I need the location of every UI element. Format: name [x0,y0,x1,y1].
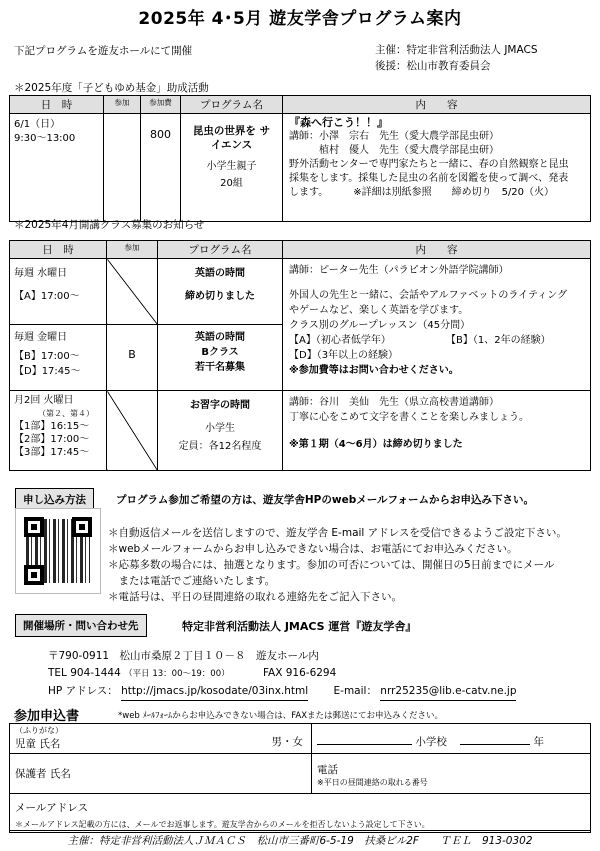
class-time-3: 【3部】17:45〜 [14,447,90,458]
support-text: 後援：松山市教育委員会 [375,60,491,72]
class-time: 【A】17:00〜 [14,291,80,302]
apply-note-3: ＊応募多数の場合には、抽選となります。参加の可否については、開催日の5日前までにメール [108,559,555,571]
program-status: 若干名募集 [195,362,245,373]
venue-notice: 下記プログラムを遊友ホールにて開催 [14,45,193,57]
tel-hours: （平日 13：00〜19：00） [124,669,230,679]
english-desc-1: 外国人の先生と一緒に、会話やアルファベットのライティング [289,290,568,301]
sponsor-text: 主催：特定非営利活動法人 JMACS [375,44,538,56]
calligraphy-desc: 丁寧に心をこめて文字を書くことを楽しみましょう。 [289,412,529,423]
program-groups: 20組 [220,178,243,189]
web-line [48,683,516,701]
content-desc-3: します。 ※詳細は別紙参照 締め切り 5/20（火） [289,187,555,198]
apply-note-5: ＊電話号は、平日の昼間連絡の取れる連絡先をご記入下さい。 [108,591,402,603]
content-desc-2: 採集をします。採集した昆虫の名前を図鑑を使って調べ、発表 [289,173,569,184]
phone-note: ※平日の昼間連絡の取れる番号 [317,778,428,787]
participation-b-mark: B [107,325,158,391]
footer-divider [9,830,591,831]
grade-label: 年 [533,736,545,748]
insect-program-table [9,95,591,222]
email-label: メールアドレス [15,802,88,814]
child-name-field[interactable] [10,724,312,754]
date-cell [10,391,107,471]
calligraphy-lecturer: 講師：谷川 美仙 先生（県立高校書道講師） [289,397,499,408]
class-day: 毎週 水曜日 [14,268,68,279]
program-cell [158,325,283,391]
program-capacity: 定員：各12名程度 [178,441,262,452]
qr-code-icon[interactable] [15,508,101,594]
hp-link[interactable]: http://jmacs.jp/kosodate/03inx.html [121,683,308,701]
class-day: 月2回 火曜日 [14,395,74,406]
apply-text: プログラム参加ご希望の方は、遊友学舎HPのwebメールフォームからお申込み下さい。 [116,494,534,506]
class-table [9,240,591,471]
table-row [10,724,591,754]
content-title: 『森へ行こう！！』 [289,116,388,129]
program-target: 小学生親子 [206,161,257,172]
venue-org: 特定非営利活動法人 JMACS 運営『遊友学舎』 [182,620,417,633]
program-title: 英語の時間 [195,268,245,279]
class-day: 毎週 金曜日 [14,332,68,343]
apply-note-2: ＊webメールフォームからお申し込みできない場合は、お電話にてお申込みください。 [108,543,518,555]
english-desc-3: クラス別のグループレッスン（45分間） [289,320,471,331]
lecturer-2: 植村 優人 先生（愛大農学部昆虫研） [289,145,499,156]
program-cell [158,259,283,325]
class-time-1: 【B】17:00〜 [14,351,80,362]
calligraphy-content-cell [283,391,591,471]
child-name-label: 児童 氏名 [15,738,61,750]
class-d: 【D】（3年以上の経験） [289,350,399,361]
program-target: 小学生 [205,423,235,434]
table-row [10,794,591,833]
class-list [289,333,584,348]
contact-block [48,648,516,701]
class-a: 【A】（初心者低学年） [289,335,391,346]
col-program: プログラム名 [181,96,283,114]
hp-label: HP アドレス： [48,685,118,697]
english-desc-2: やゲームなど、楽しく英語を学びます。 [289,305,469,316]
english-content-cell [283,259,591,391]
page-title: 2025年 4･5月 遊友学舎プログラム案内 [138,9,462,29]
fee-note: ※参加費等はお問い合わせください。 [289,365,459,376]
col-participation: 参加 [107,241,158,259]
class-time-2: 【2部】17:00〜 [14,434,90,445]
program-cell [158,391,283,471]
phone-line [48,665,516,683]
apply-note-4: または電話でご連絡いたします。 [108,575,276,587]
content-desc-1: 野外活動センターで専門家たちと一緒に、春の自然観察と昆虫 [289,159,569,170]
gender-options[interactable]: 男・女 [271,736,303,748]
footer-text: 主催：特定非営利活動法人ＪＭＡＣＳ 松山市三番町6-5-19 扶桑ビル2F ＴＥＬ 913-0302 [67,835,533,847]
lecturer-1: 講師：小澤 宗右 先生（愛大農学部昆虫研） [289,131,499,142]
school-label: 小学校 [415,736,447,748]
program-title: 昆虫の世界を サイエンス [192,125,271,151]
content-cell [283,114,591,222]
venue-label: 開催場所・問い合わせ先 [15,614,147,637]
section2-heading: ＊2025年4月開講クラス募集のお知らせ [14,219,205,231]
application-form [9,723,591,833]
program-title: 英語の時間 [195,332,245,343]
event-date: 6/1（日） [14,119,61,130]
col-datetime: 日 時 [10,96,104,114]
phone-label: 電話 [317,764,338,776]
apply-note-1: ＊自動返信メールを送信しますので、遊友学舎 E-mail アドレスを受信できるようご設定下さい。 [108,527,567,539]
table-row [10,259,591,325]
phone-field[interactable] [312,754,591,794]
table-row [10,391,591,471]
class-b: 【B】（1、2年の経験） [446,335,551,346]
table-row [10,114,591,222]
col-content: 内 容 [283,96,591,114]
col-participation: 参加 [104,96,141,114]
col-content: 内 容 [283,241,591,259]
section1-heading: ＊2025年度「子どもゆめ基金」助成活動 [14,82,209,94]
furigana-label: （ふりがな） [15,726,63,735]
form-note: *web ﾒｰﾙﾌｫｰﾑからお申込みできない場合は、FAXまたは郵送にてお申込みください。 [118,711,444,721]
organizer-block [375,42,538,74]
email-label: E-mail： [333,685,377,697]
program-status: 締め切りました [185,291,255,302]
table-header-row [10,96,591,114]
postal-address: 〒790-0911 松山市桑原２丁目１０－８ 遊友ホール内 [48,650,319,662]
event-time: 9:30〜13:00 [14,133,76,144]
col-datetime: 日 時 [10,241,107,259]
apply-method-label: 申し込み方法 [15,488,94,511]
date-cell [10,114,104,222]
fee-cell: 800 [141,114,181,222]
participation-cell [107,259,158,325]
calligraphy-note: ※第１期（4〜6月）は締め切りました [289,439,463,450]
fax: FAX 916-6294 [262,667,337,679]
table-row [10,754,591,794]
date-cell [10,259,107,325]
class-time-2: 【D】17:45〜 [14,366,81,377]
participation-cell [107,391,158,471]
email-field[interactable] [10,794,591,833]
program-class: Bクラス [201,347,239,358]
email-link[interactable]: nrr25235@lib.e-catv.ne.jp [380,683,516,701]
col-program: プログラム名 [158,241,283,259]
email-note: ＊メールアドレス記載の方には、メールでお返事します。遊友学舎からのメールを拒否しないよう設定して下さい。 [15,820,430,829]
participation-cell [104,114,141,222]
class-week-note: （第２、第４） [38,409,94,418]
program-cell [181,114,283,222]
tel: TEL 904-1444 [48,667,121,679]
date-cell [10,325,107,391]
school-field[interactable] [312,724,591,754]
program-title: お習字の時間 [190,400,250,411]
guardian-name-field[interactable] [10,754,312,794]
table-header-row [10,241,591,259]
english-lecturer: 講師：ピーター先生（パラピオン外語学院講師） [289,265,509,276]
apply-notes [108,525,567,605]
col-fee: 参加費 [141,96,181,114]
form-title: 参加申込書 [14,709,80,724]
class-time-1: 【1部】16:15〜 [14,421,90,432]
guardian-label: 保護者 氏名 [15,768,71,780]
